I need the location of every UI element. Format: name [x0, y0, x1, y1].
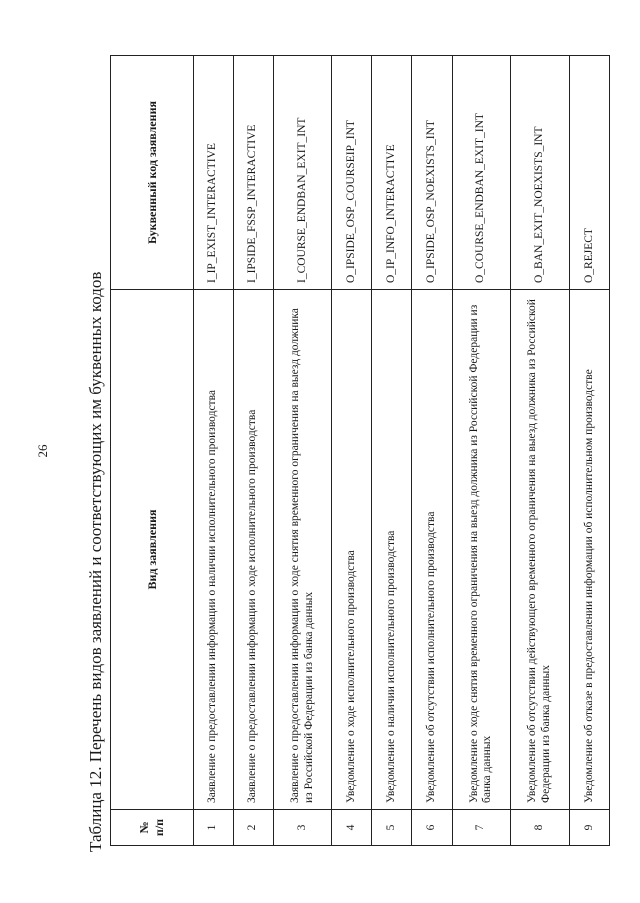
row-num: 6: [412, 810, 452, 846]
table-row: [569, 56, 609, 846]
row-type: Уведомление об отказе в предоставлении информации об исполнительном производстве: [569, 290, 609, 810]
row-code: O_REJECT: [569, 56, 609, 290]
row-num: 1: [193, 810, 233, 846]
row-num: 8: [511, 810, 570, 846]
table-row: [511, 56, 570, 846]
table-row: [412, 56, 452, 846]
table-row: [233, 56, 273, 846]
row-code: I_IP_EXIST_INTERACTIVE: [193, 56, 233, 290]
row-code: I_COURSE_ENDBAN_EXIT_INT: [273, 56, 332, 290]
row-num: 3: [273, 810, 332, 846]
row-code: O_BAN_EXIT_NOEXISTS_INT: [511, 56, 570, 290]
row-num: 7: [452, 810, 511, 846]
table-row: [193, 56, 233, 846]
table-row: [273, 56, 332, 846]
table-row: [372, 56, 412, 846]
row-num: 4: [332, 810, 372, 846]
table-row: [332, 56, 372, 846]
header-code: Буквенный код заявления: [111, 56, 194, 290]
row-type: Уведомление об отсутствии действующего временного ограничения на выезд должника из Российской Федерации из банка данных: [511, 290, 570, 810]
header-num: № п/п: [111, 810, 194, 846]
row-type: Заявление о предоставлении информации о наличии исполнительного производства: [193, 290, 233, 810]
codes-table: [110, 55, 610, 846]
row-type: Уведомление о ходе снятия временного ограничения на выезд должника из Российской Федерации из банка данных: [452, 290, 511, 810]
table-row: [452, 56, 511, 846]
row-type: Заявление о предоставлении информации о ходе снятия временного ограничения на выезд должника из Российской Федерации из банка данных: [273, 290, 332, 810]
row-type: Уведомление о наличии исполнительного производства: [372, 290, 412, 810]
row-code: O_IPSIDE_OSP_NOEXISTS_INT: [412, 56, 452, 290]
row-code: I_IPSIDE_FSSP_INTERACTIVE: [233, 56, 273, 290]
row-num: 2: [233, 810, 273, 846]
row-num: 9: [569, 810, 609, 846]
row-type: Уведомление об отсутствии исполнительного производства: [412, 290, 452, 810]
row-type: Уведомление о ходе исполнительного производства: [332, 290, 372, 810]
row-num: 5: [372, 810, 412, 846]
row-code: O_COURSE_ENDBAN_EXIT_INT: [452, 56, 511, 290]
page-number: 26: [35, 444, 50, 458]
table-header-row: [111, 56, 194, 846]
row-type: Заявление о предоставлении информации о ходе исполнительного производства: [233, 290, 273, 810]
table-caption: Таблица 12. Перечень видов заявлений и соответствующих им буквенных кодов: [86, 271, 105, 852]
header-type: Вид заявления: [111, 290, 194, 810]
row-code: O_IPSIDE_OSP_COURSEIP_INT: [332, 56, 372, 290]
rotated-page-content: [82, 52, 640, 852]
row-code: O_IP_INFO_INTERACTIVE: [372, 56, 412, 290]
